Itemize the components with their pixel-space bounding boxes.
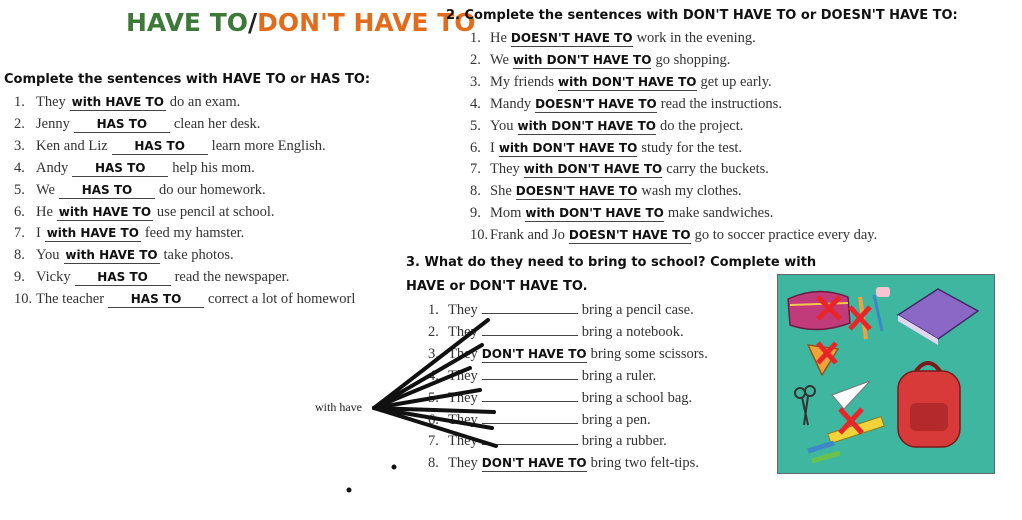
item-number: 3.	[470, 73, 481, 90]
answer-blank[interactable]	[482, 335, 578, 336]
answer-blank[interactable]: HAS TO	[72, 161, 168, 177]
sentence-subject: We	[490, 51, 509, 68]
sentence-subject: Mom	[490, 205, 522, 222]
sentence-rest: make sandwiches.	[667, 205, 774, 222]
item-number: 8.	[428, 455, 439, 472]
s2-sentence	[470, 74, 772, 91]
s3-sentence	[428, 368, 656, 385]
item-number: 5.	[470, 117, 481, 134]
sentence-subject: They	[448, 302, 478, 318]
sentence-subject: Jenny	[36, 115, 70, 132]
item-number: 7.	[470, 161, 481, 178]
sentence-subject: They	[36, 94, 66, 110]
answer-blank[interactable]: with HAVE TO	[46, 226, 139, 241]
s3-sentence	[428, 346, 708, 363]
sentence-rest: study for the test.	[641, 139, 742, 156]
sentence-rest: help his mom.	[172, 159, 255, 176]
sentence-subject: Frank and Jo	[490, 227, 565, 244]
s1-sentence	[14, 138, 326, 155]
sentence-rest: work in the evening.	[636, 30, 756, 46]
item-number: 7.	[428, 433, 439, 450]
sentence-rest: take photos.	[163, 247, 234, 264]
answer-blank[interactable]	[482, 379, 578, 380]
s1-sentence	[14, 247, 234, 264]
item-number: 8.	[14, 247, 25, 264]
s3-sentence	[428, 390, 692, 407]
sentence-subject: They	[448, 455, 478, 472]
school-items-picture	[777, 274, 995, 474]
answer-blank[interactable]: HAS TO	[112, 139, 208, 155]
sentence-subject: They	[448, 411, 478, 428]
answer-blank[interactable]: HAS TO	[108, 292, 204, 308]
sentence-subject: They	[448, 389, 478, 406]
sentence-rest: bring two felt-tips.	[590, 455, 699, 472]
sentence-subject: We	[36, 181, 55, 198]
answer-blank[interactable]: with DON'T HAVE TO	[498, 140, 638, 155]
rubber-icon	[876, 287, 890, 297]
answer-blank[interactable]	[482, 423, 578, 424]
sentence-rest: bring a ruler.	[581, 367, 657, 384]
sentence-subject: Vicky	[36, 269, 71, 286]
sentence-rest: go to soccer practice every day.	[694, 227, 878, 244]
item-number: 9.	[470, 205, 481, 222]
sentence-subject: Ken and Liz	[36, 137, 108, 154]
sentence-subject: Mandy	[490, 95, 532, 112]
item-number: 5.	[14, 181, 25, 198]
item-number: 6.	[470, 139, 481, 156]
sentence-rest: bring a school bag.	[581, 389, 693, 406]
answer-blank[interactable]: HAS TO	[75, 270, 171, 286]
sentence-rest: read the newspaper.	[174, 269, 290, 286]
answer-blank[interactable]: DON'T HAVE TO	[481, 456, 587, 471]
section2-header: 2. Complete the sentences with DON'T HAVE TO or DOESN'T HAVE TO:	[446, 8, 958, 23]
s3-sentence	[428, 412, 651, 429]
sentence-rest: do an exam.	[169, 94, 241, 110]
answer-blank[interactable]: DON'T HAVE TO	[481, 346, 587, 361]
sentence-subject: They	[448, 433, 478, 450]
sentence-subject: They	[490, 161, 520, 178]
sentence-rest: do our homework.	[158, 181, 266, 198]
section3-header-line2: HAVE or DON'T HAVE TO.	[406, 279, 588, 294]
answer-blank[interactable]: with DON'T HAVE TO	[523, 162, 663, 177]
sentence-subject: They	[448, 345, 478, 362]
sentence-rest: do the project.	[660, 117, 744, 134]
item-number: 1.	[470, 30, 481, 46]
dot-1	[392, 465, 397, 470]
sentence-subject: He	[36, 203, 53, 220]
item-number: 8.	[470, 183, 481, 200]
sentence-rest: bring a notebook.	[581, 323, 684, 340]
answer-blank[interactable]: DOESN'T HAVE TO	[510, 31, 633, 45]
sentence-rest: read the instructions.	[660, 95, 782, 112]
item-number: 6.	[428, 411, 439, 428]
title-slash: /	[248, 8, 258, 37]
s2-sentence	[470, 96, 782, 113]
s1-sentence	[14, 182, 266, 199]
item-number: 1.	[14, 94, 25, 110]
sentence-rest: use pencil at school.	[156, 203, 275, 220]
sentence-rest: bring a pen.	[581, 411, 651, 428]
sentence-rest: go shopping.	[655, 51, 731, 68]
sentence-subject: You	[36, 247, 60, 264]
answer-blank[interactable]: DOESN'T HAVE TO	[535, 96, 657, 111]
sentence-rest: feed my hamster.	[144, 225, 245, 242]
sentence-rest: carry the buckets.	[666, 161, 769, 178]
item-number: 1.	[428, 302, 439, 318]
sentence-subject: She	[490, 183, 512, 200]
s1-sentence	[14, 160, 255, 177]
item-number: 4.	[470, 95, 481, 112]
item-number: 10.	[14, 291, 33, 308]
item-number: 3.	[428, 345, 439, 362]
s2-sentence	[470, 205, 773, 222]
s2-sentence	[470, 30, 756, 47]
sentence-subject: My friends	[490, 73, 555, 90]
school-bag-icon	[898, 363, 960, 447]
sentence-subject: Andy	[36, 159, 69, 176]
sentence-rest: wash my clothes.	[641, 183, 742, 200]
s1-sentence	[14, 225, 244, 242]
s2-sentence	[470, 118, 743, 135]
item-number: 9.	[14, 269, 25, 286]
answer-blank[interactable]: with DON'T HAVE TO	[525, 206, 664, 221]
answer-blank[interactable]: with HAVE TO	[65, 248, 158, 263]
answer-blank[interactable]: with DON'T HAVE TO	[517, 118, 656, 133]
dot-2	[347, 488, 352, 493]
answer-blank[interactable]	[482, 444, 578, 445]
worksheet-title	[126, 8, 476, 37]
s3-sentence	[428, 455, 699, 472]
answer-blank[interactable]: DOESN'T HAVE TO	[515, 184, 638, 199]
item-number: 6.	[14, 203, 25, 220]
sentence-rest: correct a lot of homeworl	[208, 291, 356, 308]
title-have-to: HAVE TO	[126, 8, 249, 37]
answer-blank[interactable]: DOESN'T HAVE TO	[568, 228, 691, 243]
s1-sentence	[14, 204, 275, 221]
answer-blank[interactable]: with DON'T HAVE TO	[512, 52, 652, 67]
answer-blank[interactable]	[482, 401, 578, 402]
item-number: 4.	[428, 367, 439, 384]
item-number: 2.	[14, 115, 25, 132]
sentence-subject: They	[448, 367, 478, 384]
sentence-rest: learn more English.	[211, 137, 326, 154]
s3-sentence	[428, 324, 684, 341]
sentence-subject: He	[490, 30, 507, 46]
s2-sentence	[470, 52, 730, 69]
s3-sentence	[428, 302, 694, 319]
sentence-subject: They	[448, 323, 478, 340]
annotation-with-have: with have	[315, 400, 362, 414]
s2-sentence	[470, 183, 742, 200]
section3-header-line1: 3. What do they need to bring to school? Complete with	[406, 255, 817, 270]
s1-sentence	[14, 269, 289, 286]
answer-blank[interactable]: with HAVE TO	[58, 204, 152, 219]
sentence-subject: The teacher	[36, 291, 105, 308]
s1-sentence	[14, 291, 355, 308]
sentence-rest: bring a rubber.	[581, 433, 667, 450]
item-number: 2.	[428, 323, 439, 340]
sentence-subject: I	[36, 225, 41, 242]
s2-sentence	[470, 227, 877, 244]
s2-sentence	[470, 140, 742, 157]
answer-blank[interactable]: with DON'T HAVE TO	[558, 74, 697, 89]
item-number: 5.	[428, 389, 439, 406]
answer-blank[interactable]: HAS TO	[74, 117, 170, 133]
s1-sentence	[14, 116, 260, 133]
item-number: 7.	[14, 225, 25, 242]
s2-sentence	[470, 161, 769, 178]
answer-blank[interactable]: HAS TO	[59, 183, 155, 199]
sentence-rest: get up early.	[700, 73, 772, 90]
sentence-rest: bring some scissors.	[590, 345, 708, 362]
school-items-illustration	[778, 275, 994, 473]
sentence-subject: You	[490, 117, 514, 134]
section1-header: Complete the sentences with HAVE TO or HAS TO:	[4, 72, 371, 87]
answer-blank[interactable]	[482, 313, 578, 314]
item-number: 2.	[470, 51, 481, 68]
sentence-subject: I	[490, 139, 495, 156]
s1-sentence	[14, 94, 240, 111]
title-dont-have-to: DON'T HAVE TO	[257, 8, 476, 37]
item-number: 10.	[470, 227, 489, 244]
sentence-rest: bring a pencil case.	[581, 302, 694, 318]
item-number: 3.	[14, 137, 25, 154]
answer-blank[interactable]: with HAVE TO	[71, 95, 164, 109]
s3-sentence	[428, 433, 667, 450]
sentence-rest: clean her desk.	[173, 115, 261, 132]
item-number: 4.	[14, 159, 25, 176]
